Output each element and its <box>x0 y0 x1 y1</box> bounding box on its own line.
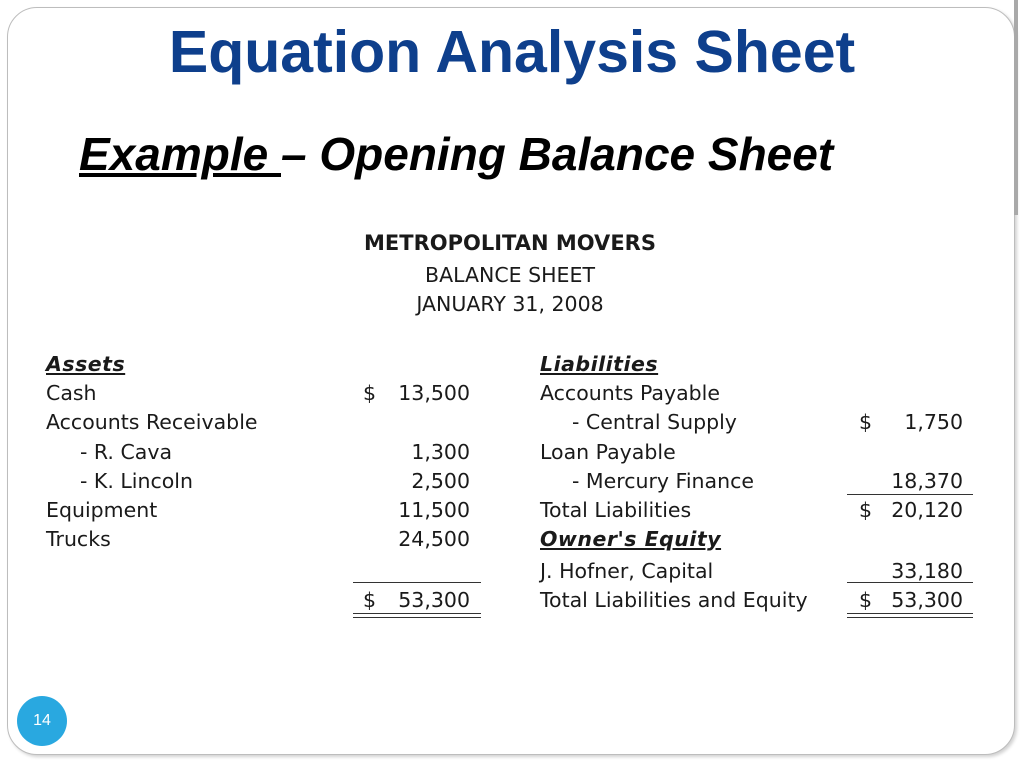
assets-subtotal-rule <box>353 582 481 583</box>
r-cava-value: 1,300 <box>411 440 470 464</box>
cash-value: 13,500 <box>398 381 470 405</box>
grand-total-double-rule <box>847 613 973 618</box>
k-lincoln-label: - K. Lincoln <box>80 469 194 493</box>
hofner-capital-value: 33,180 <box>891 559 963 583</box>
total-liabilities-value: 20,120 <box>891 498 963 522</box>
subtitle-underlined-text: Example <box>79 128 281 180</box>
r-cava-label: - R. Cava <box>80 440 173 464</box>
mercury-finance-value: 18,370 <box>891 469 963 493</box>
assets-total-double-rule <box>353 613 481 618</box>
total-liabilities-dollar-sign: $ <box>859 498 873 522</box>
hofner-capital-label: J. Hofner, Capital <box>540 559 714 583</box>
statement-date: JANUARY 31, 2008 <box>416 292 604 316</box>
liabilities-heading: Liabilities <box>540 352 659 376</box>
equipment-value: 11,500 <box>398 498 470 522</box>
equipment-label: Equipment <box>46 498 158 522</box>
trucks-value: 24,500 <box>398 527 470 551</box>
cash-dollar-sign: $ <box>363 381 377 405</box>
liabilities-subtotal-rule <box>847 494 973 495</box>
statement-name: BALANCE SHEET <box>425 263 595 287</box>
trucks-label: Trucks <box>46 527 111 551</box>
k-lincoln-value: 2,500 <box>411 469 470 493</box>
grand-total-dollar-sign: $ <box>859 588 873 612</box>
page-number-badge: 14 <box>17 696 67 746</box>
central-supply-value: 1,750 <box>904 410 963 434</box>
owners-equity-heading: Owner's Equity <box>540 527 722 551</box>
equity-subtotal-rule <box>847 582 973 583</box>
slide-subtitle <box>79 127 833 181</box>
central-supply-dollar-sign: $ <box>859 410 873 434</box>
subtitle-rest-text: – Opening Balance Sheet <box>281 128 834 180</box>
assets-total-dollar-sign: $ <box>363 588 377 612</box>
total-liabilities-equity-label: Total Liabilities and Equity <box>540 588 808 612</box>
grand-total-value: 53,300 <box>891 588 963 612</box>
mercury-finance-label: - Mercury Finance <box>572 469 754 493</box>
accounts-payable-label: Accounts Payable <box>540 381 720 405</box>
cash-label: Cash <box>46 381 97 405</box>
company-name: METROPOLITAN MOVERS <box>364 231 656 255</box>
central-supply-label: - Central Supply <box>572 410 737 434</box>
loan-payable-label: Loan Payable <box>540 440 676 464</box>
accounts-receivable-label: Accounts Receivable <box>46 410 258 434</box>
slide-frame <box>7 7 1015 755</box>
slide-title: Equation Analysis Sheet <box>168 19 856 85</box>
total-liabilities-label: Total Liabilities <box>540 498 692 522</box>
assets-heading: Assets <box>46 352 126 376</box>
assets-total-value: 53,300 <box>398 588 470 612</box>
